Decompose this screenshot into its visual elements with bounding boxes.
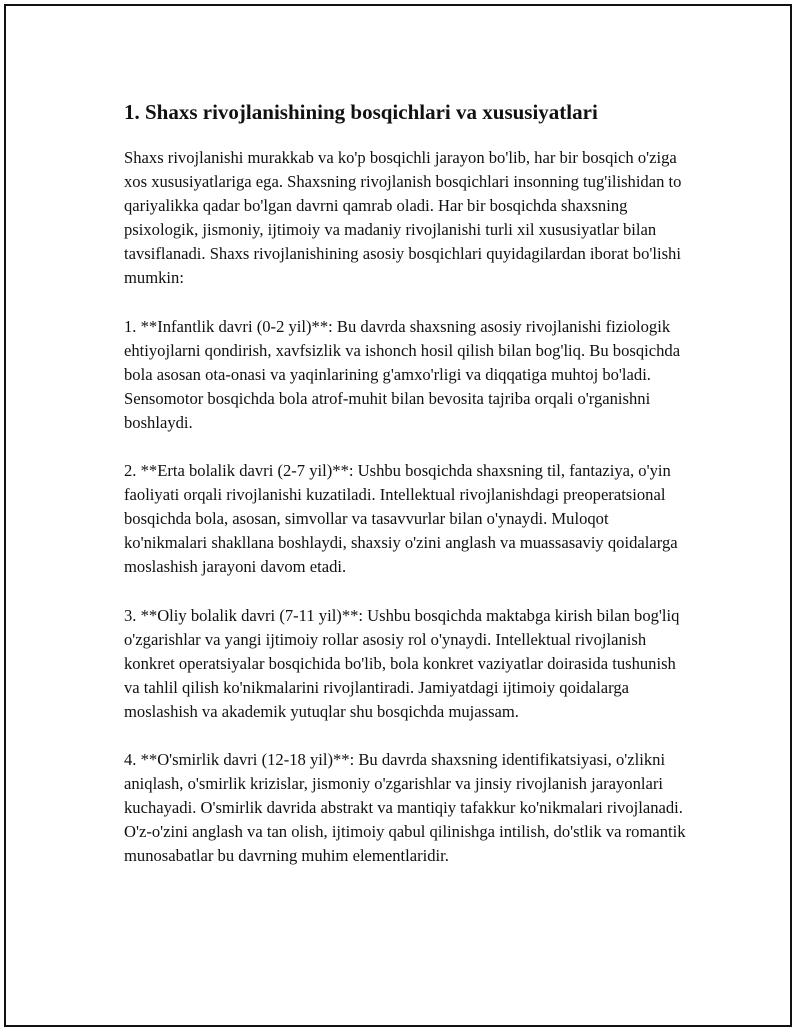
document-title: 1. Shaxs rivojlanishining bosqichlari va xususiyatlari [124, 100, 598, 124]
intro-paragraph: Shaxs rivojlanishi murakkab va ko'p bosqichli jarayon bo'lib, har bir bosqich o'ziga xos xususiyatlariga ega. Shaxsning rivojlanish bosqichlari insonning tug'ilishidan to qariyalikka qadar bo'lgan davrni qamrab oladi. Har bir bosqichda shaxsning psixologik, jismoniy, ijtimoiy va madaniy rivojlanishi turli xil xususiyatlar bilan tavsiflanadi. Shaxs rivojlanishining asosiy bosqichlari quyidagilardan iborat bo'lishi mumkin: [124, 148, 682, 288]
adolescence-paragraph: 4. **O'smirlik davri (12-18 yil)**: Bu davrda shaxsning identifikatsiyasi, o'zlikni aniqlash, o'smirlik krizislar, jismoniy o'zgarishlar va jinsiy rivojlanish jarayonlari kuchayadi. O'smirlik davrida abstrakt va mantiqiy tafakkur ko'nikmalari rivojlanadi. O'z-o'zini anglash va tan olish, ijtimoiy qabul qilinishga intilish, do'stlik va romantik munosabatlar bu davrning muhim elementlaridir. [124, 749, 686, 866]
later-childhood-paragraph: 3. **Oliy bolalik davri (7-11 yil)**: Ushbu bosqichda maktabga kirish bilan bog'liq o'zgarishlar va yangi ijtimoiy rollar asosiy rol o'ynaydi. Intellektual rivojlanish konkret operatsiyalar bosqichida bo'lib, bola konkret vaziyatlar doirasida tushunish va tahlil qilish ko'nikmalarini rivojlantiradi. Jamiyatdagi ijtimoiy qoidalarga moslashish va akademik yutuqlar shu bosqichda mujassam. [124, 605, 680, 721]
infancy-paragraph: 1. **Infantlik davri (0-2 yil)**: Bu davrda shaxsning asosiy rivojlanishi fiziologik ehtiyojlarni qondirish, xavfsizlik va ishonch hosil qilish bilan bog'liq. Bu bosqichda bola asosan ota-onasi va yaqinlarining g'amxo'rligi va diqqatiga muhtoj bo'ladi. Sensomotor bosqichda bola atrof-muhit bilan bevosita tajriba orqali o'rganishni boshlaydi. [124, 316, 681, 432]
document-content [124, 98, 694, 868]
document-page [4, 4, 792, 1027]
early-childhood-paragraph: 2. **Erta bolalik davri (2-7 yil)**: Ushbu bosqichda shaxsning til, fantaziya, o'yin faoliyati orqali rivojlanishi kuzatiladi. Intellektual rivojlanishdagi preoperatsional bosqichda bola, asosan, simvollar va tasavvurlar bilan o'ynaydi. Muloqot ko'nikmalari shakllana boshlaydi, shaxsiy o'zini anglash va muassasaviy qoidalarga moslashish jarayoni davom etadi. [124, 461, 678, 577]
